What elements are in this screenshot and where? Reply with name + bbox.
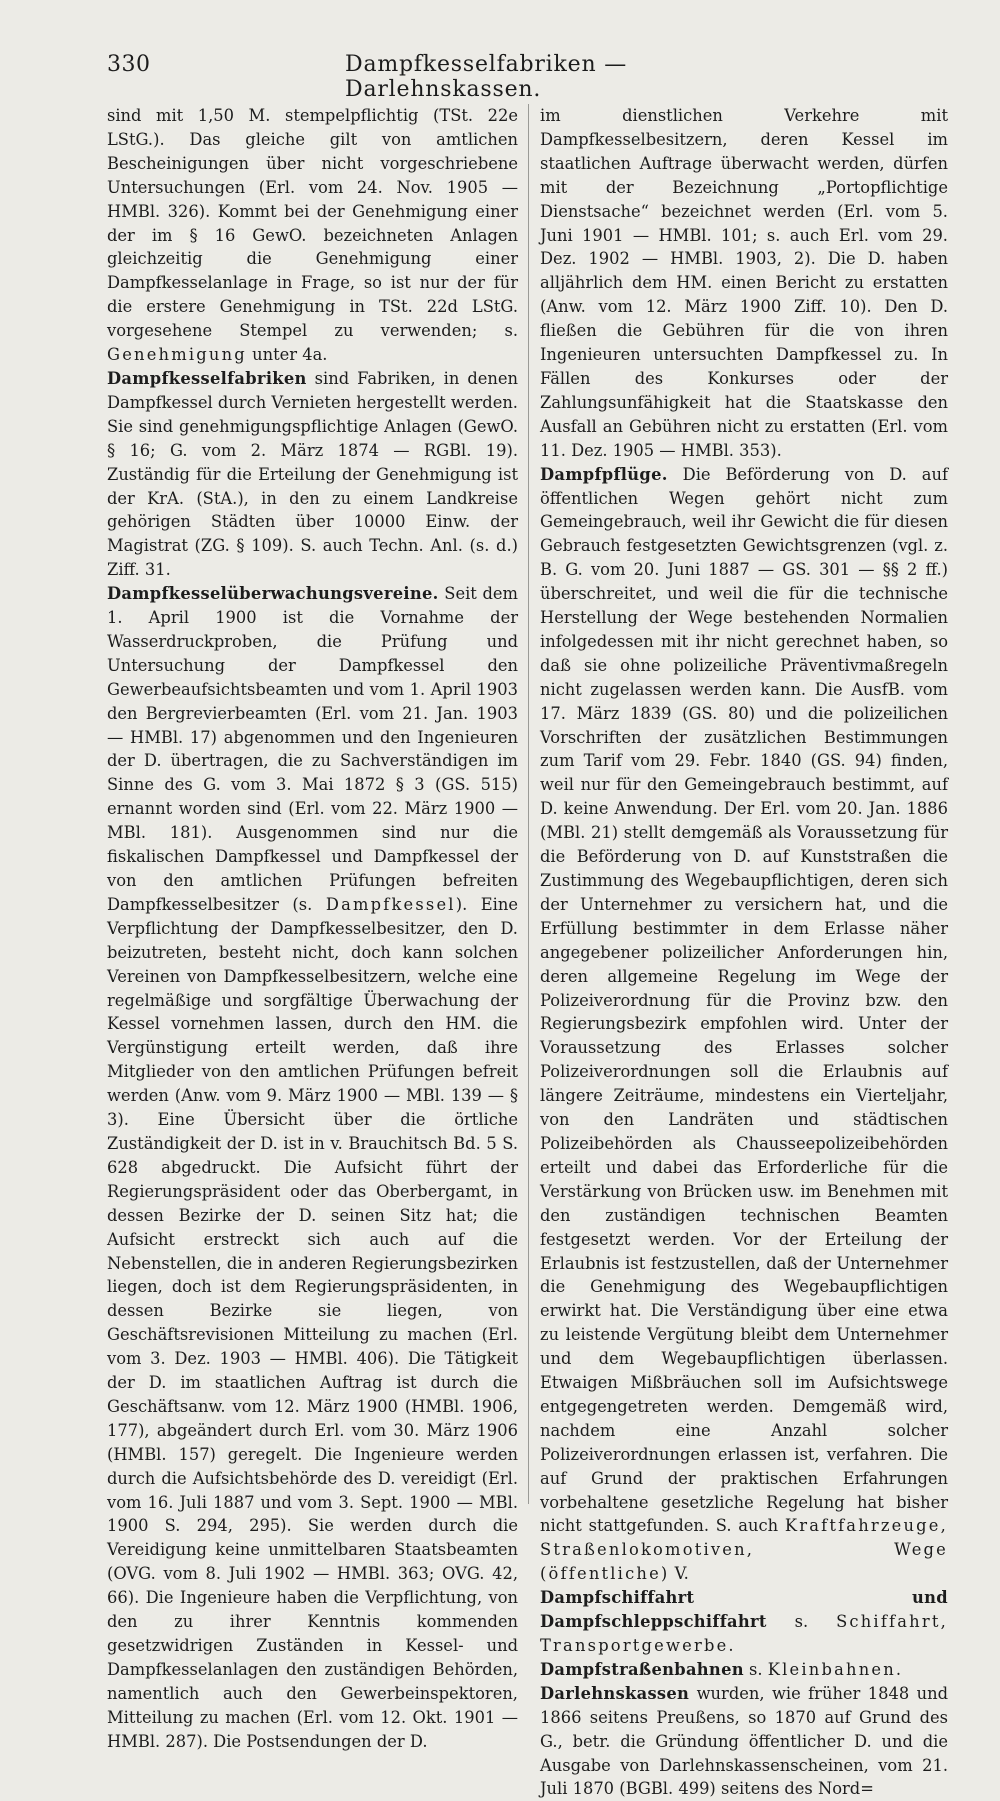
entry-text: s. [743, 1659, 763, 1679]
cross-reference: Dampfkessel [325, 894, 456, 914]
page-number: 330 [107, 52, 151, 77]
cross-reference: Genehmigung [107, 345, 247, 365]
entry-dampfkesselueberwachungsvereine [107, 582, 518, 1753]
cross-reference: Kraftfahrzeuge, Straßenlokomotiven, Wege (öffentliche) [540, 1516, 948, 1584]
entry-heading: Dampfstraßenbahnen [540, 1659, 744, 1679]
paragraph-continuation [540, 104, 948, 463]
cross-reference: Schiffahrt, Transportgewerbe. [540, 1612, 948, 1655]
entry-dampfstrassenbahnen [540, 1658, 948, 1682]
entry-dampfkesselfabriken [107, 367, 518, 582]
entry-text: Die Beförderung von D. auf öffentlichen Wegen gehört nicht zum Gemeingebrauch, weil ihr Gewicht die für diesen Gebrauch festgesetzten Gewichtsgrenzen (vgl. z. B. G. vom 20. Juni 1887 — GS. 301 — §§ 2 ff.) überschreitet, und weil die für die technische Herstellung der Wege bestehenden Normalien infolgedessen mit ihr nicht gerechnet haben, so daß sie ohne polizeiliche Präventivmaßregeln nicht zugelassen werden kann. Die AusfB. vom 17. März 1839 (GS. 80) und die polizeilichen Vorschriften der zusätzlichen Bestimmungen zum Tarif vom 29. Febr. 1840 (GS. 94) finden, weil nur für den Gemeingebrauch bestimmt, auf D. keine Anwendung. Der Erl. vom 20. Jan. 1886 (MBl. 21) stellt demgemäß als Voraussetzung für die Beförderung von D. auf Kunststraßen die Zustimmung des Wegebaupflichtigen, deren sich der Unternehmer zu versichern hat, und die Erfüllung bestimmter in dem Erlasse näher angegebener polizeilicher Anforderungen hin, deren allgemeine Regelung im Wege der Polizeiverordnung für die Provinz bzw. den Regierungsbezirk empfohlen wird. Unter der Voraussetzung des Erlasses solcher Polizeiverordnungen soll die Erlaubnis auf längere Zeiträume, mindestens ein Vierteljahr, von den Landräten und städtischen Polizeibehörden als Chausseepolizeibehörden erteilt und dabei das Erforderliche für die Verstärkung von Brücken usw. im Benehmen mit den zuständigen technischen Beamten festgesetzt werden. Vor der Erteilung der Erlaubnis ist festzustellen, daß der Unternehmer die Genehmigung des Wegebaupflichtigen erwirkt hat. Die Verständigung über eine etwa zu leistende Vergütung bleibt dem Unternehmer und dem Wegebaupflichtigen überlassen. Etwaigen Mißbräuchen soll im Aufsichtswege entgegengetreten werden. Demgemäß wird, nachdem eine Anzahl solcher Polizeiverordnungen erlassen ist, verfahren. Die auf Grund der praktischen Erfahrungen vorbehaltene gesetzliche Regelung hat bisher nicht stattgefunden. S. auch [540, 464, 948, 1536]
left-column [107, 104, 518, 1751]
paragraph-text: unter 4a. [246, 345, 328, 365]
entry-text: V. [669, 1564, 689, 1584]
paragraph-stempel [107, 104, 518, 367]
entry-text: ). Eine Verpflichtung der Dampfkesselbesitzer, den D. beizutreten, besteht nicht, doch kann solchen Vereinen von Dampfkesselbesitzern, welche eine regelmäßige und sorgfältige Überwachung der Kessel vornehmen lassen, durch den HM. die Vergünstigung erteilt werden, daß ihre Mitglieder von den amtlichen Prüfungen befreit werden (Anw. vom 9. März 1900 — MBl. 139 — § 3). Eine Übersicht über die örtliche Zuständigkeit der D. ist in v. Brauchitsch Bd. 5 S. 628 abgedruckt. Die Aufsicht führt der Regierungspräsident oder das Oberbergamt, in dessen Bezirke der D. seinen Sitz hat; die Aufsicht erstreckt sich auch auf die Nebenstellen, die in anderen Regierungsbezirken liegen, doch ist dem Regierungspräsidenten, in dessen Bezirke sie liegen, von Geschäftsrevisionen Mitteilung zu machen (Erl. vom 3. Dez. 1903 — HMBl. 406). Die Tätigkeit der D. im staatlichen Auftrag ist durch die Geschäftsanw. vom 12. März 1900 (HMBl. 1906, 177), abgeändert durch Erl. vom 30. März 1906 (HMBl. 157) geregelt. Die Ingenieure werden durch die Aufsichtsbehörde des D. vereidigt (Erl. vom 16. Juli 1887 und vom 3. Sept. 1900 — MBl. 1900 S. 294, 295). Sie werden durch die Vereidigung keine unmittelbaren Staatsbeamten (OVG. vom 8. Juli 1902 — HMBl. 363; OVG. 42, 66). Die Ingenieure haben die Verpflichtung, von den zu ihrer Kenntnis kommenden gesetzwidrigen Zuständen in Kessel- und Dampfkesselanlagen den zuständigen Behörden, namentlich auch den Gewerbeinspektoren, Mitteilung zu machen (Erl. vom 12. Okt. 1901 — HMBl. 287). Die Postsendungen der D. [107, 894, 518, 1751]
entry-darlehnskassen [540, 1682, 948, 1801]
entry-heading: Dampfschiffahrt und Dampfschleppschiffahrt [540, 1588, 948, 1632]
running-head: Dampfkesselfabriken — Darlehnskassen. [345, 52, 628, 102]
entry-text: Seit dem 1. April 1900 ist die Vornahme der Wasserdruckproben, die Prüfung und Untersuchung der Dampfkessel den Gewerbeaufsichtsbeamten und vom 1. April 1903 den Bergrevierbeamten (Erl. vom 21. Jan. 1903 — HMBl. 17) abgenommen und den Ingenieuren der D. übertragen, die zu Sachverständigen im Sinne des G. vom 3. Mai 1872 § 3 (GS. 515) ernannt worden sind (Erl. vom 22. März 1900 — MBl. 181). Ausgenommen sind nur die fiskalischen Dampfkessel und Dampfkessel der von den amtlichen Prüfungen befreiten Dampfkesselbesitzer (s. [107, 584, 518, 914]
entry-heading: Dampfkesselüberwachungsvereine. [107, 584, 439, 604]
entry-heading: Dampfpflüge. [540, 464, 668, 484]
cross-reference: Kleinbahnen. [767, 1659, 904, 1679]
column-divider [528, 104, 529, 1504]
right-column [540, 104, 948, 1799]
paragraph-text: im dienstlichen Verkehre mit Dampfkesselbesitzern, deren Kessel im staatlichen Auftrage überwacht werden, dürfen mit der Bezeichnung „Portopflichtige Dienstsache“ bezeichnet werden (Erl. vom 5. Juni 1901 — HMBl. 101; s. auch Erl. vom 29. Dez. 1902 — HMBl. 1903, 2). Die D. haben alljährlich dem HM. einen Bericht zu erstatten (Anw. vom 12. März 1900 Ziff. 10). Den D. fließen die Gebühren für die von ihren Ingenieuren untersuchten Dampfkessel zu. In Fällen des Konkurses oder der Zahlungsunfähigkeit hat die Staatskasse den Ausfall an Gebühren nicht zu erstatten (Erl. vom 11. Dez. 1905 — HMBl. 353). [540, 106, 948, 460]
paragraph-text: sind mit 1,50 M. stempelpflichtig (TSt. 22e LStG.). Das gleiche gilt von amtlichen Bescheinigungen über nicht vorgeschriebene Untersuchungen (Erl. vom 24. Nov. 1905 — HMBl. 326). Kommt bei der Genehmigung einer der im § 16 GewO. bezeichneten Anlagen gleichzeitig die Genehmigung einer Dampfkesselanlage in Frage, so ist nur der für die erstere Genehmigung in TSt. 22d LStG. vorgesehene Stempel zu verwenden; s. [107, 106, 518, 341]
entry-text: s. [766, 1612, 809, 1632]
entry-dampfschiffahrt [540, 1586, 948, 1658]
entry-text: sind Fabriken, in denen Dampfkessel durch Vernieten hergestellt werden. Sie sind genehmigungspflichtige Anlagen (GewO. § 16; G. vom 2. März 1874 — RGBl. 19). Zuständig für die Erteilung der Genehmigung ist der KrA. (StA.), in den zu einem Landkreise gehörigen Städten über 10000 Einw. der Magistrat (ZG. § 109). S. auch Techn. Anl. (s. d.) Ziff. 31. [107, 368, 518, 580]
entry-heading: Darlehnskassen [540, 1683, 690, 1703]
entry-heading: Dampfkesselfabriken [107, 368, 307, 388]
entry-text: wurden, wie früher 1848 und 1866 seitens Preußens, so 1870 auf Grund des G., betr. die Gründung öffentlicher D. und die Ausgabe von Darlehnskassenscheinen, vom 21. Juli 1870 (BGBl. 499) seitens des Nord= [540, 1683, 948, 1799]
entry-dampfpfluege [540, 463, 948, 1587]
